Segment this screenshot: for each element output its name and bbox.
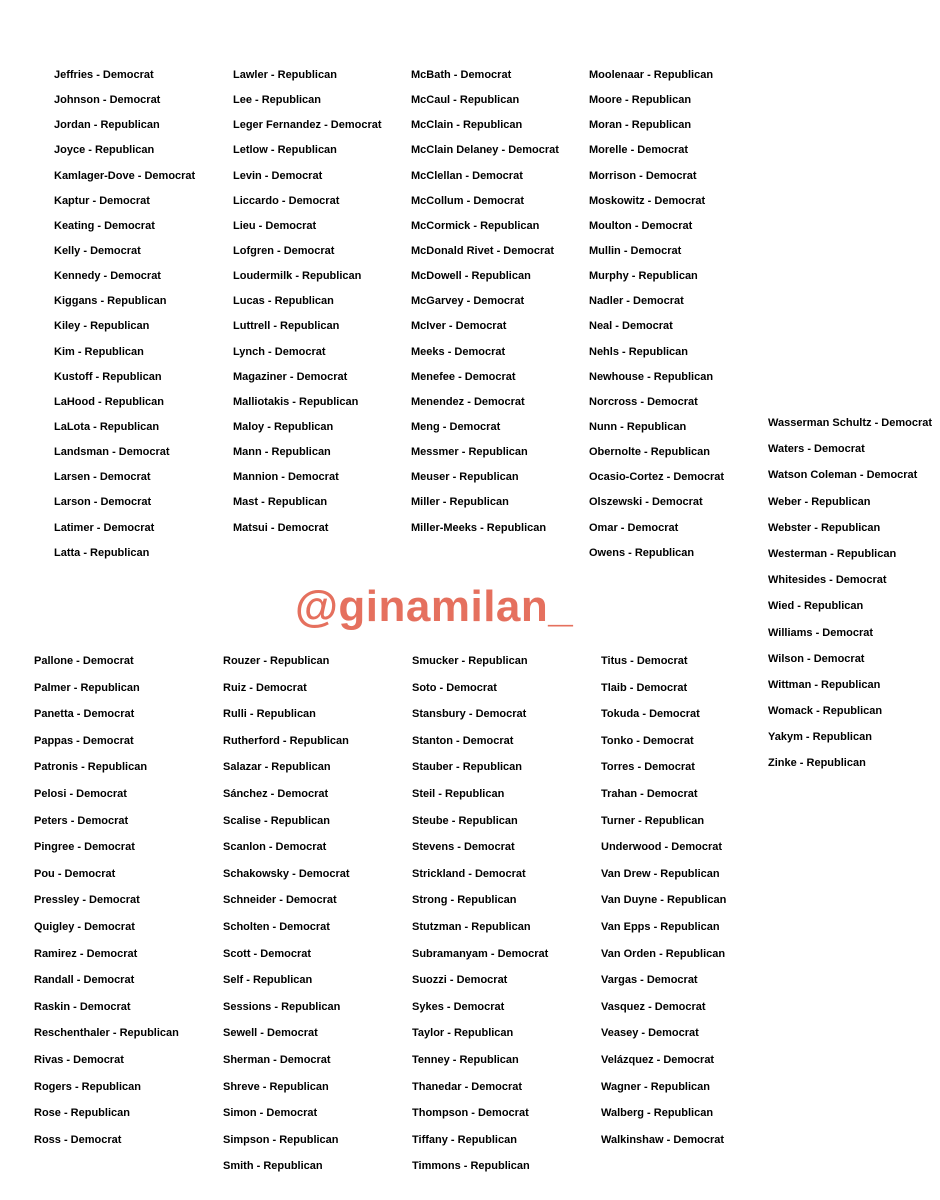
member-entry: Webster - Republican xyxy=(768,521,881,534)
member-entry: Schneider - Democrat xyxy=(223,894,337,907)
member-entry: Menefee - Democrat xyxy=(411,370,516,383)
member-entry: Lee - Republican xyxy=(233,94,322,107)
member-entry: Menendez - Democrat xyxy=(411,395,525,408)
member-entry: Tonko - Democrat xyxy=(601,734,694,747)
member-entry: Van Drew - Republican xyxy=(601,867,720,880)
member-entry: Sánchez - Democrat xyxy=(223,787,329,800)
member-entry: Ruiz - Democrat xyxy=(223,681,307,694)
member-entry: Keating - Democrat xyxy=(54,219,155,232)
member-entry: Wittman - Republican xyxy=(768,678,881,691)
member-entry: Vargas - Democrat xyxy=(601,974,698,987)
member-entry: Morrison - Democrat xyxy=(589,169,697,182)
member-entry: Walkinshaw - Democrat xyxy=(601,1133,725,1146)
member-entry: McCaul - Republican xyxy=(411,94,520,107)
member-entry: Neal - Democrat xyxy=(589,320,673,333)
member-entry: Matsui - Democrat xyxy=(233,521,329,534)
member-entry: Wasserman Schultz - Democrat xyxy=(768,417,933,429)
member-entry: Soto - Democrat xyxy=(412,681,497,694)
member-entry: Thompson - Democrat xyxy=(412,1107,529,1120)
member-entry: Stutzman - Republican xyxy=(412,920,531,933)
member-entry: Scanlon - Democrat xyxy=(223,841,327,854)
member-entry: Pressley - Democrat xyxy=(34,894,140,907)
member-entry: Scott - Democrat xyxy=(223,947,312,960)
member-entry: Tlaib - Democrat xyxy=(601,681,688,694)
member-entry: Kim - Republican xyxy=(54,345,144,358)
member-entry: Peters - Democrat xyxy=(34,814,129,827)
member-entry: Moran - Republican xyxy=(589,119,692,132)
member-entry: McClain - Republican xyxy=(411,119,523,132)
member-entry: Moore - Republican xyxy=(589,94,692,107)
member-entry: Ross - Democrat xyxy=(34,1133,122,1146)
member-entry: Moulton - Democrat xyxy=(589,219,693,232)
member-entry: Moskowitz - Democrat xyxy=(589,194,706,207)
member-entry: Underwood - Democrat xyxy=(601,841,723,854)
member-entry: Wagner - Republican xyxy=(601,1080,710,1093)
member-entry: Magaziner - Democrat xyxy=(233,370,348,383)
member-entry: Mullin - Democrat xyxy=(589,244,682,257)
member-entry: Maloy - Republican xyxy=(233,420,334,433)
member-entry: Olszewski - Democrat xyxy=(589,496,703,509)
member-entry: Luttrell - Republican xyxy=(233,320,340,333)
member-entry: Scalise - Republican xyxy=(223,814,330,827)
member-entry: Rulli - Republican xyxy=(223,708,316,721)
member-entry: Lucas - Republican xyxy=(233,295,334,308)
member-entry: Steil - Republican xyxy=(412,787,505,800)
member-entry: Meuser - Republican xyxy=(411,471,519,484)
member-entry: Kiggans - Republican xyxy=(54,295,167,308)
member-entry: Pou - Democrat xyxy=(34,867,116,880)
member-entry: Westerman - Republican xyxy=(768,547,897,560)
member-entry: McCollum - Democrat xyxy=(411,194,525,207)
member-entry: Waters - Democrat xyxy=(768,443,865,456)
member-entry: Suozzi - Democrat xyxy=(412,974,508,987)
member-entry: Owens - Republican xyxy=(589,546,695,559)
member-entry: Mannion - Democrat xyxy=(233,471,339,484)
member-list-column-smucker-timmons xyxy=(412,655,594,1187)
member-entry: Whitesides - Democrat xyxy=(768,574,887,587)
member-entry: Lynch - Democrat xyxy=(233,345,326,358)
member-entry: Reschenthaler - Republican xyxy=(34,1027,179,1040)
member-entry: McClain Delaney - Democrat xyxy=(411,144,559,157)
member-entry: Miller - Republican xyxy=(411,496,509,509)
member-entry: Simpson - Republican xyxy=(223,1133,339,1146)
member-entry: Sykes - Democrat xyxy=(412,1000,505,1013)
member-entry: Moolenaar - Republican xyxy=(589,69,714,81)
member-entry: Obernolte - Republican xyxy=(589,446,711,459)
member-entry: Norcross - Democrat xyxy=(589,395,698,408)
member-entry: McGarvey - Democrat xyxy=(411,295,525,308)
member-entry: Lawler - Republican xyxy=(233,69,337,81)
member-entry: Yakym - Republican xyxy=(768,731,872,744)
member-entry: Simon - Democrat xyxy=(223,1107,318,1120)
member-entry: Pelosi - Democrat xyxy=(34,787,127,800)
member-entry: Pallone - Democrat xyxy=(34,655,134,667)
member-entry: Messmer - Republican xyxy=(411,446,528,459)
member-entry: Sherman - Democrat xyxy=(223,1053,331,1066)
member-entry: McClellan - Democrat xyxy=(411,169,523,182)
member-entry: Joyce - Republican xyxy=(54,144,155,157)
member-entry: Pappas - Democrat xyxy=(34,734,134,747)
member-entry: Smith - Republican xyxy=(223,1160,323,1173)
member-list-column-pallone-ross xyxy=(34,655,216,1160)
member-entry: Meeks - Democrat xyxy=(411,345,506,358)
watermark-handle: @ginamilan_ xyxy=(295,582,574,631)
member-entry: Liccardo - Democrat xyxy=(233,194,340,207)
member-entry: Sewell - Democrat xyxy=(223,1027,318,1040)
member-entry: Patronis - Republican xyxy=(34,761,148,774)
member-entry: Zinke - Republican xyxy=(768,757,866,770)
member-entry: Morelle - Democrat xyxy=(589,144,689,157)
member-entry: Salazar - Republican xyxy=(223,761,331,774)
member-entry: Kamlager-Dove - Democrat xyxy=(54,169,196,182)
member-entry: McIver - Democrat xyxy=(411,320,507,333)
member-entry: Nehls - Republican xyxy=(589,345,689,358)
member-entry: Kennedy - Democrat xyxy=(54,270,161,283)
member-entry: Larson - Democrat xyxy=(54,496,152,509)
member-entry: Larsen - Democrat xyxy=(54,471,151,484)
member-entry: Pingree - Democrat xyxy=(34,841,135,854)
member-entry: Johnson - Democrat xyxy=(54,94,161,107)
member-entry: Mast - Republican xyxy=(233,496,328,509)
member-entry: Shreve - Republican xyxy=(223,1080,329,1093)
member-entry: Scholten - Democrat xyxy=(223,920,330,933)
member-entry: Miller-Meeks - Republican xyxy=(411,521,547,534)
member-entry: Mann - Republican xyxy=(233,446,331,459)
member-entry: Womack - Republican xyxy=(768,705,883,718)
member-entry: Nadler - Democrat xyxy=(589,295,684,308)
member-entry: Stevens - Democrat xyxy=(412,841,515,854)
member-entry: Wilson - Democrat xyxy=(768,652,865,665)
member-entry: McBath - Democrat xyxy=(411,69,512,81)
member-entry: Meng - Democrat xyxy=(411,420,501,433)
member-entry: McDonald Rivet - Democrat xyxy=(411,244,555,257)
member-entry: Kaptur - Democrat xyxy=(54,194,150,207)
member-entry: Turner - Republican xyxy=(601,814,705,827)
member-list-column-titus-walkinshaw xyxy=(601,655,765,1160)
member-entry: Titus - Democrat xyxy=(601,655,688,667)
member-entry: Self - Republican xyxy=(223,974,313,987)
member-entry: Torres - Democrat xyxy=(601,761,695,774)
member-entry: Levin - Democrat xyxy=(233,169,323,182)
member-entry: Rose - Republican xyxy=(34,1107,130,1120)
member-list-column-wasserman-zinke xyxy=(768,417,936,784)
member-entry: Latta - Republican xyxy=(54,546,150,559)
member-entry: McCormick - Republican xyxy=(411,219,540,232)
member-entry: Watson Coleman - Democrat xyxy=(768,469,918,482)
member-entry: Randall - Democrat xyxy=(34,974,135,987)
member-entry: Rogers - Republican xyxy=(34,1080,141,1093)
member-entry: LaHood - Republican xyxy=(54,395,164,408)
member-entry: Sessions - Republican xyxy=(223,1000,341,1013)
member-list-column-lawler-matsui xyxy=(233,69,411,547)
member-entry: Lofgren - Democrat xyxy=(233,244,335,257)
member-entry: Subramanyam - Democrat xyxy=(412,947,549,960)
member-entry: Weber - Republican xyxy=(768,495,871,508)
member-entry: Omar - Democrat xyxy=(589,521,679,534)
member-entry: Steube - Republican xyxy=(412,814,518,827)
member-entry: LaLota - Republican xyxy=(54,420,160,433)
member-entry: McDowell - Republican xyxy=(411,270,531,283)
member-entry: Ramirez - Democrat xyxy=(34,947,138,960)
member-entry: Tenney - Republican xyxy=(412,1053,519,1066)
member-entry: Malliotakis - Republican xyxy=(233,395,359,408)
member-entry: Rouzer - Republican xyxy=(223,655,330,667)
member-entry: Ocasio-Cortez - Democrat xyxy=(589,471,725,484)
member-entry: Kelly - Democrat xyxy=(54,244,141,257)
member-entry: Nunn - Republican xyxy=(589,420,687,433)
member-entry: Jeffries - Democrat xyxy=(54,69,154,81)
member-entry: Newhouse - Republican xyxy=(589,370,714,383)
member-entry: Van Orden - Republican xyxy=(601,947,726,960)
member-list-column-jeffries-latta xyxy=(54,69,232,572)
member-list-column-mcbath-miller-meeks xyxy=(411,69,589,547)
member-entry: Quigley - Democrat xyxy=(34,920,135,933)
member-entry: Stauber - Republican xyxy=(412,761,523,774)
member-entry: Loudermilk - Republican xyxy=(233,270,362,283)
member-entry: Van Duyne - Republican xyxy=(601,894,727,907)
member-entry: Strong - Republican xyxy=(412,894,517,907)
member-entry: Letlow - Republican xyxy=(233,144,337,157)
member-entry: Veasey - Democrat xyxy=(601,1027,699,1040)
member-entry: Trahan - Democrat xyxy=(601,787,698,800)
member-entry: Vasquez - Democrat xyxy=(601,1000,706,1013)
member-entry: Taylor - Republican xyxy=(412,1027,514,1040)
member-entry: Schakowsky - Democrat xyxy=(223,867,350,880)
member-entry: Murphy - Republican xyxy=(589,270,698,283)
member-entry: Tokuda - Democrat xyxy=(601,708,700,721)
member-entry: Van Epps - Republican xyxy=(601,920,720,933)
member-entry: Timmons - Republican xyxy=(412,1160,530,1173)
member-entry: Thanedar - Democrat xyxy=(412,1080,523,1093)
member-entry: Palmer - Republican xyxy=(34,681,140,694)
member-entry: Tiffany - Republican xyxy=(412,1133,517,1146)
member-entry: Rutherford - Republican xyxy=(223,734,349,747)
member-entry: Walberg - Republican xyxy=(601,1107,714,1120)
member-entry: Rivas - Democrat xyxy=(34,1053,124,1066)
member-entry: Leger Fernandez - Democrat xyxy=(233,119,382,132)
member-entry: Latimer - Democrat xyxy=(54,521,155,534)
member-entry: Jordan - Republican xyxy=(54,119,160,132)
member-entry: Stansbury - Democrat xyxy=(412,708,527,721)
member-entry: Raskin - Democrat xyxy=(34,1000,131,1013)
member-entry: Williams - Democrat xyxy=(768,626,874,639)
member-entry: Kustoff - Republican xyxy=(54,370,162,383)
member-entry: Smucker - Republican xyxy=(412,655,528,667)
member-entry: Stanton - Democrat xyxy=(412,734,514,747)
member-entry: Velázquez - Democrat xyxy=(601,1053,715,1066)
member-list-column-rouzer-smith xyxy=(223,655,405,1187)
member-entry: Landsman - Democrat xyxy=(54,446,170,459)
member-entry: Kiley - Republican xyxy=(54,320,150,333)
member-entry: Lieu - Democrat xyxy=(233,219,317,232)
member-list-column-moolenaar-owens xyxy=(589,69,767,572)
member-entry: Wied - Republican xyxy=(768,600,864,613)
member-entry: Panetta - Democrat xyxy=(34,708,135,721)
member-entry: Strickland - Democrat xyxy=(412,867,526,880)
